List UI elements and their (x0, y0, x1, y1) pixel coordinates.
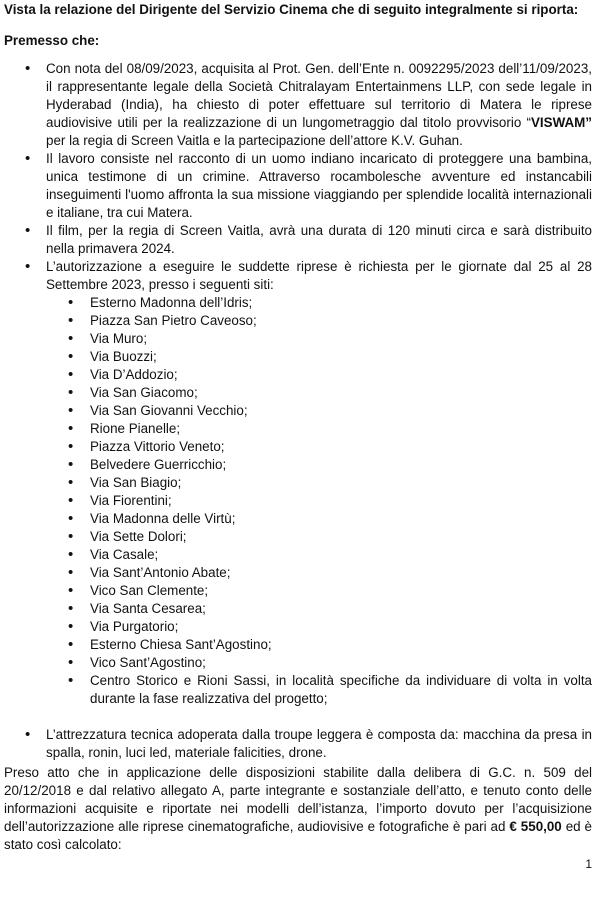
site-item: • Via Santa Cesarea; (90, 600, 592, 618)
site-item: • Via Fiorentini; (90, 492, 592, 510)
site-item: • Esterno Chiesa Sant’Agostino; (90, 636, 592, 654)
site-item: • Rione Pianelle; (90, 420, 592, 438)
premise-request-text: Con nota del 08/09/2023, acquisita al Prot. Gen. dell’Ente n. 0092295/2023 dell’11/09/2023, il rappresentante legale della Società Chitralayam Entertainmens LLP, con sede legale in Hyderabad (India), ha chiesto di poter effettuare sul territorio di Matera le riprese audiovisive utili per la realizzazione di un lungometraggio dal titolo provvisorio “ (46, 61, 592, 130)
site-item: • Esterno Madonna dell’Idris; (90, 294, 592, 312)
premise-item-duration: • Il film, per la regia di Screen Vaitla, avrà una durata di 120 minuti circa e sarà distribuito nella primavera 2024. (46, 222, 592, 258)
site-item: • Vico Sant’Agostino; (90, 654, 592, 672)
site-item: • Via San Giacomo; (90, 384, 592, 402)
closing-text: Preso atto che in applicazione delle disposizioni stabilite dalla delibera di G.C. n. 509 del 20/12/2018 e dal relativo allegato A, parte integrante e sostanziale dell’atto, e tenuto conto delle informazioni acquisite e riportate nei modelli dell’istanza, l’importo dovuto per l’acquisizione dell’autorizzazione alle riprese cinematografiche, audiovisive e fotografiche è pari ad (4, 765, 592, 834)
site-item: • Via Madonna delle Virtù; (90, 510, 592, 528)
site-item: • Belvedere Guerricchio; (90, 456, 592, 474)
closing-text-end: ed è stato così calcolato: (4, 819, 592, 852)
site-item: • Vico San Clemente; (90, 582, 592, 600)
film-title: VISWAM” (530, 115, 592, 130)
site-item: • Via Sette Dolori; (90, 528, 592, 546)
site-item: • Via Sant’Antonio Abate; (90, 564, 592, 582)
site-item: • Via Purgatorio; (90, 618, 592, 636)
site-item: • Centro Storico e Rioni Sassi, in località specifiche da individuare di volta in volta durante la fase realizzativa del progetto; (90, 672, 592, 708)
site-item: • Via San Biagio; (90, 474, 592, 492)
document-heading: Vista la relazione del Dirigente del Servizio Cinema che di seguito integralmente si riporta: (4, 2, 579, 17)
premise-item-sites (46, 258, 592, 726)
site-item: • Via Casale; (90, 546, 592, 564)
site-item: • Via Muro; (90, 330, 592, 348)
premise-item-plot: • Il lavoro consiste nel racconto di un uomo indiano incaricato di proteggere una bambina, unica testimone di un crimine. Attraverso rocambolesche avventure ed instancabili inseguimenti l'uomo affronta la sua missione viaggiando per splendide località internazionali e italiane, tra cui Matera. (46, 150, 592, 222)
premise-request-text-end: per la regia di Screen Vaitla e la partecipazione dell’attore K.V. Guhan. (46, 133, 463, 148)
site-item: • Piazza Vittorio Veneto; (90, 438, 592, 456)
premise-item-equipment: • L’attrezzatura tecnica adoperata dalla troupe leggera è composta da: macchina da presa in spalla, ronin, luci led, materiale falicities, drone. (46, 726, 592, 762)
premises-list (46, 60, 592, 762)
amount-due: € 550,00 (509, 819, 562, 834)
page-number: 1 (585, 857, 592, 871)
closing-paragraph (4, 764, 592, 854)
site-item: • Via San Giovanni Vecchio; (90, 402, 592, 420)
site-item: • Via D’Addozio; (90, 366, 592, 384)
premesso-heading: Premesso che: (4, 33, 100, 48)
site-item: • Via Buozzi; (90, 348, 592, 366)
premise-item-request (46, 60, 592, 150)
site-item: • Piazza San Pietro Caveoso; (90, 312, 592, 330)
premise-sites-text: L’autorizzazione a eseguire le suddette riprese è richiesta per le giornate dal 25 al 28 Settembre 2023, presso i seguenti siti: (46, 259, 592, 292)
sites-list (46, 294, 592, 708)
